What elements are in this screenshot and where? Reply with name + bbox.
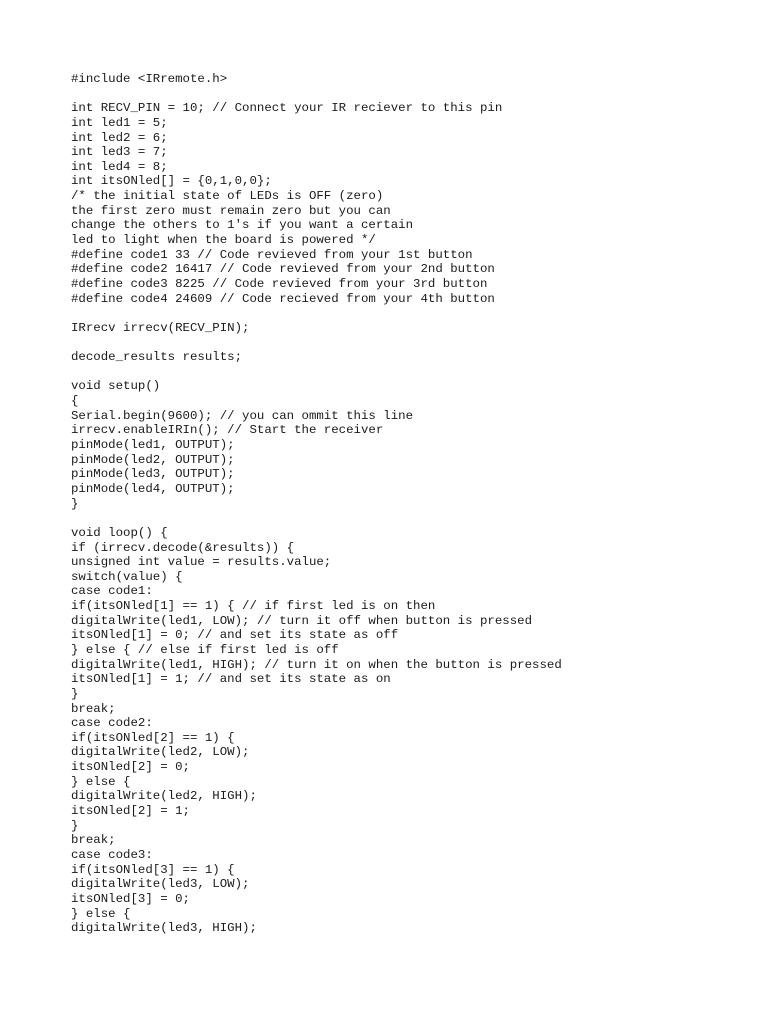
code-line: pinMode(led3, OUTPUT);: [71, 467, 235, 482]
code-line: unsigned int value = results.value;: [71, 555, 332, 570]
code-line: IRrecv irrecv(RECV_PIN);: [71, 320, 250, 335]
code-line: int led1 = 5;: [71, 115, 168, 130]
code-line: digitalWrite(led3, HIGH);: [71, 921, 257, 936]
code-line: break;: [71, 833, 116, 848]
code-line: int led3 = 7;: [71, 145, 168, 160]
code-line: itsONled[2] = 0;: [71, 760, 190, 775]
code-line: } else {: [71, 906, 131, 921]
code-line: }: [71, 496, 79, 511]
code-line: } else { // else if first led is off: [71, 642, 339, 657]
code-line: change the others to 1's if you want a certain: [71, 218, 414, 233]
code-line: digitalWrite(led2, HIGH);: [71, 789, 257, 804]
code-line: the first zero must remain zero but you can: [71, 203, 391, 218]
code-line: irrecv.enableIRIn(); // Start the receiver: [71, 423, 384, 438]
code-line: Serial.begin(9600); // you can ommit this line: [71, 408, 414, 423]
code-line: {: [71, 394, 79, 409]
code-line: if(itsONled[1] == 1) { // if first led is on then: [71, 599, 436, 614]
code-line: void loop() {: [71, 525, 168, 540]
code-line: int itsONled[] = {0,1,0,0};: [71, 174, 272, 189]
code-line: itsONled[1] = 0; // and set its state as off: [71, 628, 399, 643]
code-line: }: [71, 818, 79, 833]
code-line: [71, 336, 562, 351]
code-line: break;: [71, 701, 116, 716]
code-line: #include <IRremote.h>: [71, 72, 228, 86]
code-line: digitalWrite(led1, LOW); // turn it off when button is pressed: [71, 613, 533, 628]
code-line: [71, 87, 562, 102]
code-line: #define code2 16417 // Code revieved from your 2nd button: [71, 262, 495, 277]
code-line: void setup(): [71, 379, 161, 394]
code-line: digitalWrite(led2, LOW);: [71, 745, 250, 760]
code-line: /* the initial state of LEDs is OFF (zero): [71, 189, 384, 204]
code-line: itsONled[1] = 1; // and set its state as on: [71, 672, 391, 687]
code-line: case code1:: [71, 584, 153, 599]
code-line: [71, 365, 562, 380]
code-line: [71, 306, 562, 321]
code-line: decode_results results;: [71, 350, 243, 365]
code-line: } else {: [71, 774, 131, 789]
code-line: int led4 = 8;: [71, 159, 168, 174]
code-line: case code3:: [71, 847, 153, 862]
code-line: [71, 511, 562, 526]
code-line: pinMode(led2, OUTPUT);: [71, 452, 235, 467]
code-line: if(itsONled[3] == 1) {: [71, 862, 235, 877]
code-listing: [71, 72, 562, 936]
code-line: int RECV_PIN = 10; // Connect your IR reciever to this pin: [71, 101, 503, 116]
code-line: if(itsONled[2] == 1) {: [71, 730, 235, 745]
code-line: digitalWrite(led3, LOW);: [71, 877, 250, 892]
code-line: #define code1 33 // Code revieved from your 1st button: [71, 247, 473, 262]
code-line: #define code4 24609 // Code recieved from your 4th button: [71, 291, 495, 306]
code-line: pinMode(led4, OUTPUT);: [71, 481, 235, 496]
code-line: led to light when the board is powered */: [71, 233, 376, 248]
code-line: int led2 = 6;: [71, 130, 168, 145]
code-line: digitalWrite(led1, HIGH); // turn it on when the button is pressed: [71, 657, 562, 672]
code-line: itsONled[2] = 1;: [71, 804, 190, 819]
code-line: case code2:: [71, 716, 153, 731]
code-line: itsONled[3] = 0;: [71, 891, 190, 906]
code-line: if (irrecv.decode(&results)) {: [71, 540, 295, 555]
code-line: #define code3 8225 // Code revieved from your 3rd button: [71, 276, 488, 291]
code-line: switch(value) {: [71, 569, 183, 584]
code-line: }: [71, 686, 79, 701]
code-line: pinMode(led1, OUTPUT);: [71, 438, 235, 453]
